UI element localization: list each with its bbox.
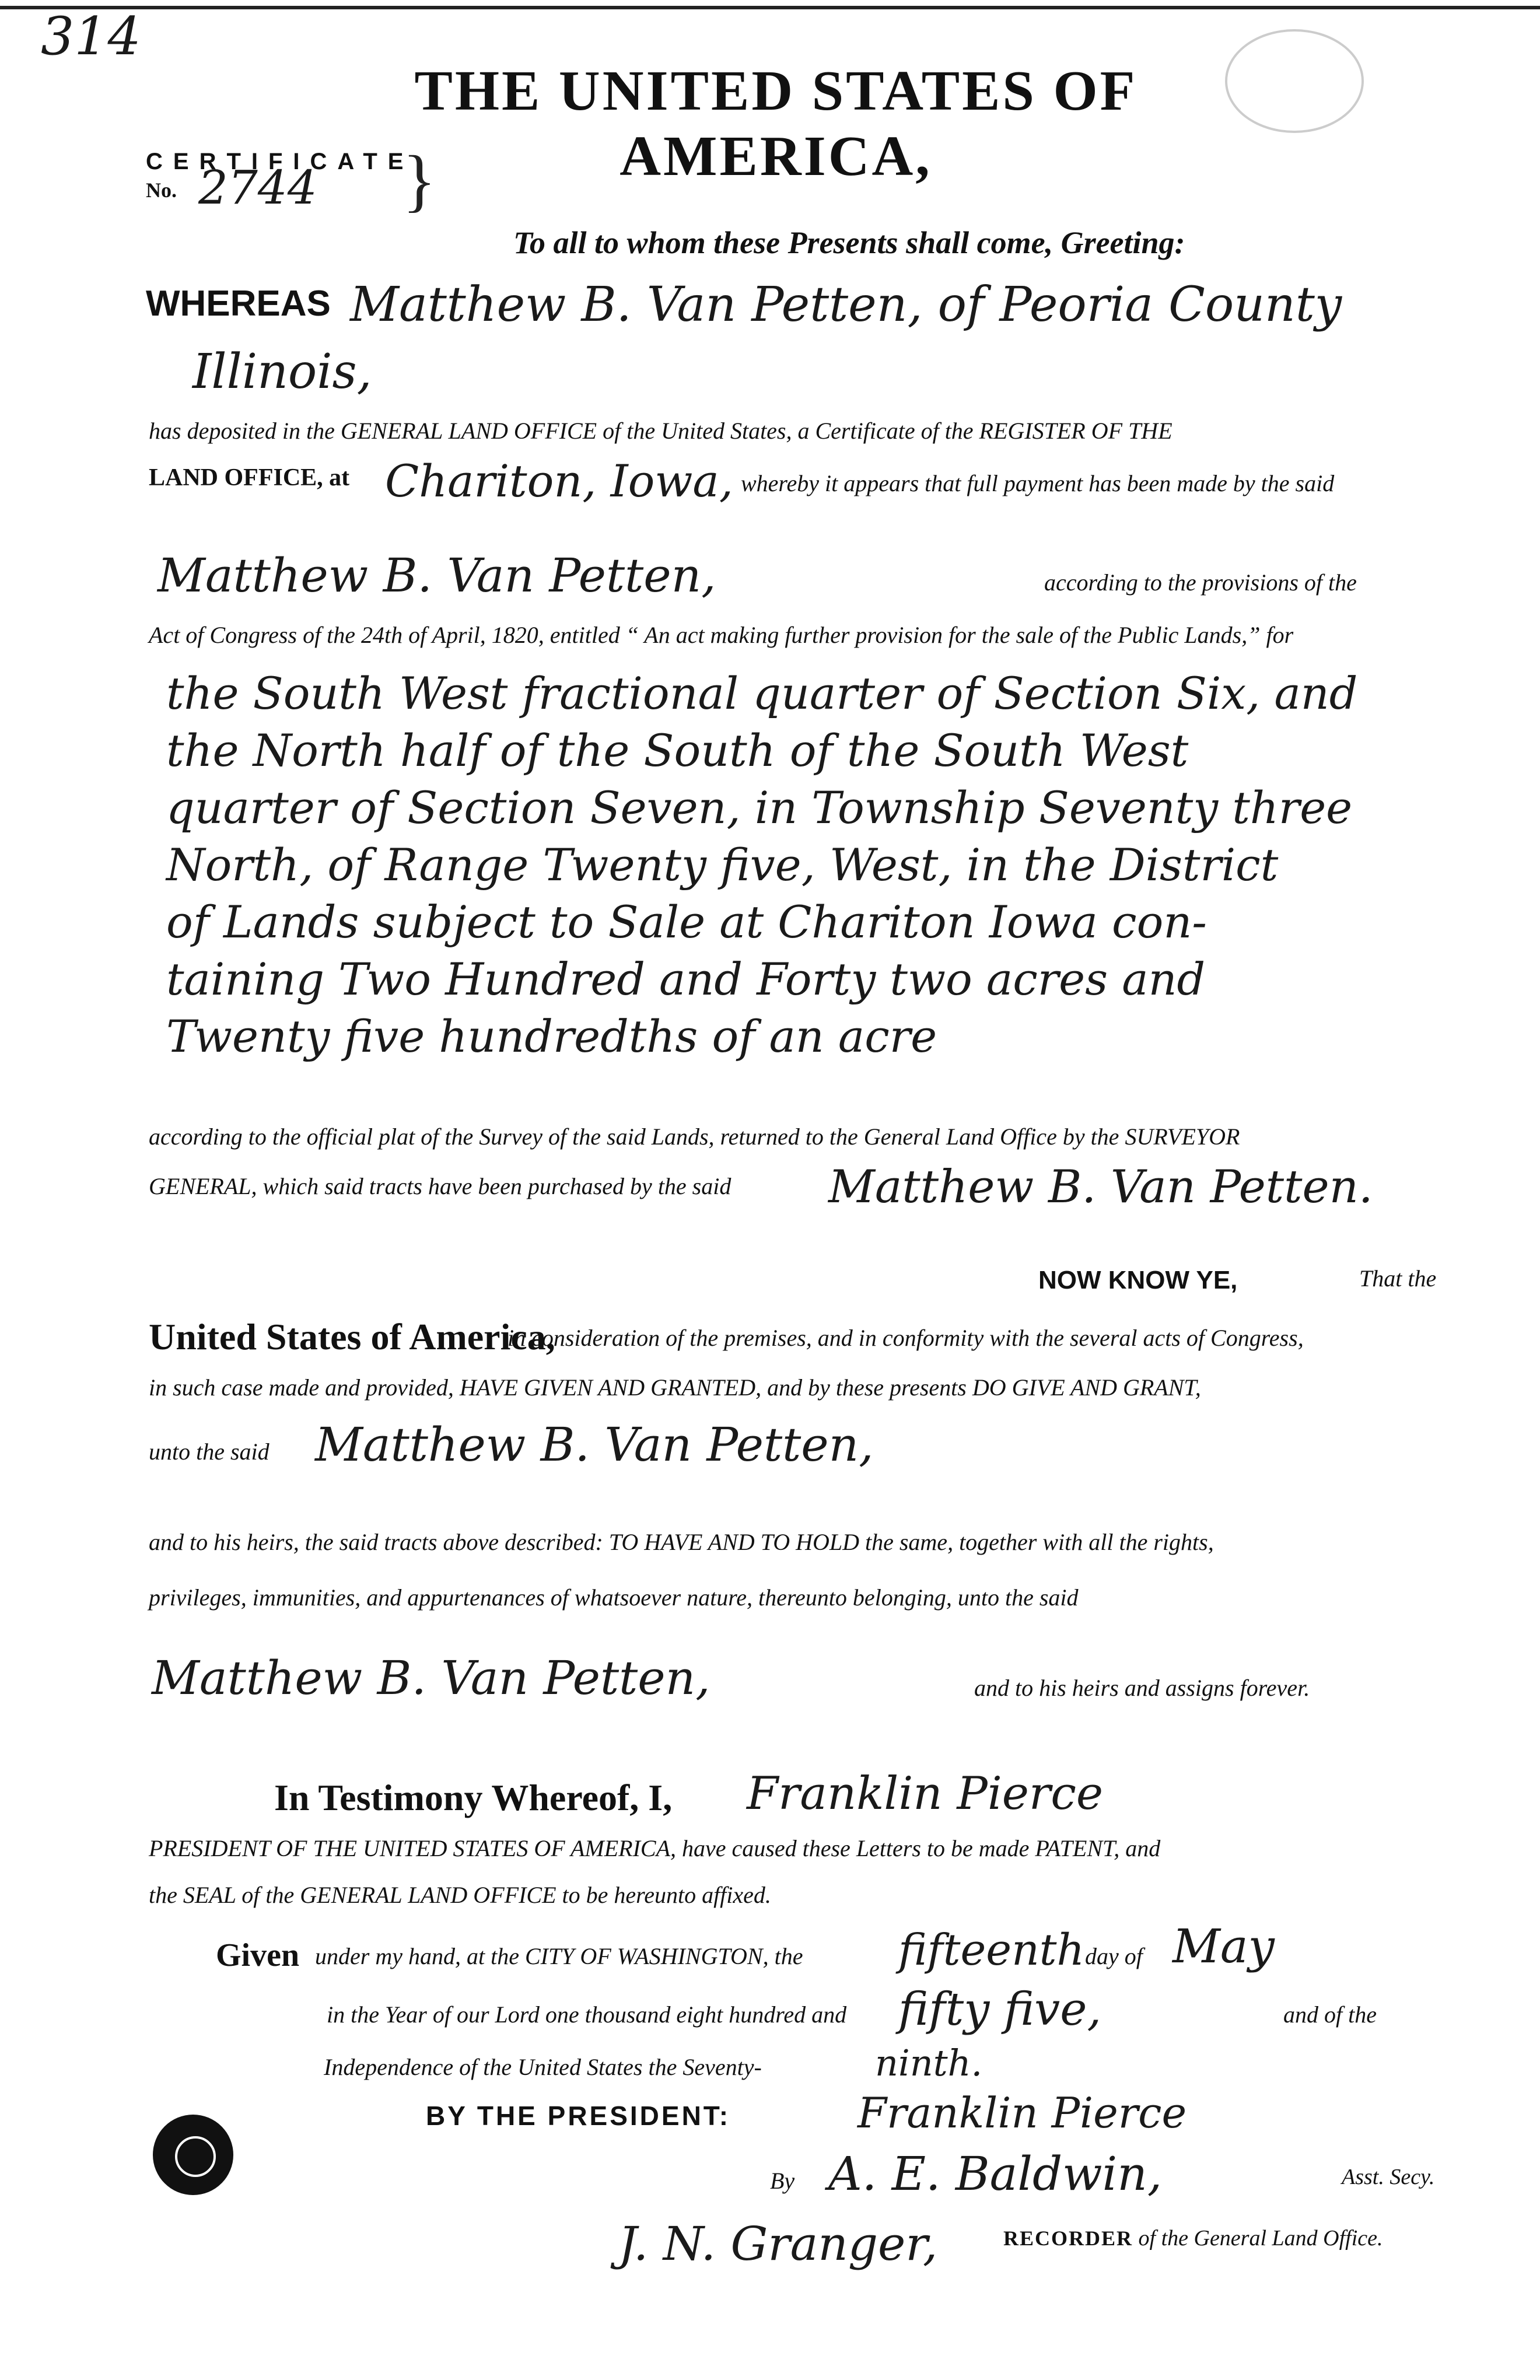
brace-icon: }: [402, 141, 436, 219]
give-and-grant-line: in such case made and provided, HAVE GIVEN AND GRANTED, and by these presents DO GIVE AND GRANT,: [149, 1374, 1201, 1401]
day-of: day of: [1085, 1943, 1143, 1969]
that-the: That the: [1359, 1265, 1437, 1292]
land-description-line: the South West fractional quarter of Section Six, and: [166, 667, 1358, 719]
heirs-assigns-line: and to his heirs and assigns forever.: [974, 1675, 1310, 1701]
land-description-line: taining Two Hundred and Forty two acres and: [166, 953, 1206, 1005]
purchaser-name: Matthew B. Van Petten.: [828, 1161, 1373, 1213]
independence-year: ninth.: [875, 2042, 983, 2084]
consideration-line: in consideration of the premises, and in conformity with the several acts of Congress,: [508, 1325, 1304, 1351]
unto-the-said: unto the said: [149, 1438, 270, 1465]
president-signature: Franklin Pierce: [747, 1768, 1104, 1820]
privileges-line: privileges, immunities, and appurtenances of whatsoever nature, thereunto belonging, unto the said: [149, 1584, 1079, 1611]
according-provisions: according to the provisions of the: [1044, 569, 1357, 596]
greeting: To all to whom these Presents shall come, Greeting:: [513, 225, 1185, 260]
land-description-line: Twenty five hundredths of an acre: [166, 1010, 937, 1062]
given-label: Given: [216, 1937, 300, 1973]
grantee-name-county: Matthew B. Van Petten, of Peoria County: [350, 277, 1342, 332]
land-description-line: quarter of Section Seven, in Township Seventy three: [166, 782, 1353, 834]
by-the-president: BY THE PRESIDENT:: [426, 2101, 731, 2131]
now-know-ye: NOW KNOW YE,: [1038, 1266, 1238, 1294]
document-title: THE UNITED STATES OF AMERICA,: [414, 60, 1138, 188]
land-office-label: LAND OFFICE, at: [149, 464, 350, 491]
date-month: May: [1172, 1919, 1275, 1973]
seal-inner-ring: [175, 2136, 216, 2177]
by-label: By: [770, 2168, 795, 2194]
land-office-location: Chariton, Iowa,: [385, 455, 733, 507]
recorder-line: [1003, 2225, 1383, 2251]
and-of-the: and of the: [1283, 2001, 1377, 2028]
usa-blackletter: United States of America,: [149, 1316, 555, 1357]
president-signature-2: Franklin Pierce: [858, 2088, 1187, 2137]
land-description-line: the North half of the South of the South West: [166, 724, 1189, 776]
according-plat-line: according to the official plat of the Survey of the said Lands, returned to the General Land Office by the SURVEYOR: [149, 1124, 1240, 1150]
president-line: PRESIDENT OF THE UNITED STATES OF AMERICA, have caused these Letters to be made PATENT, and: [149, 1835, 1161, 1861]
grantee-state: Illinois,: [192, 344, 372, 400]
act-of-congress-line: Act of Congress of the 24th of April, 1820, entitled “ An act making further provision for the sale of the Public Lands,” for: [149, 622, 1294, 648]
whereby-line: whereby it appears that full payment has been made by the said: [741, 470, 1335, 496]
whereas-label: WHEREAS: [146, 284, 331, 324]
general-line: GENERAL, which said tracts have been purchased by the said: [149, 1173, 732, 1199]
grantee-name: Matthew B. Van Petten,: [315, 1418, 874, 1472]
testimony-heading: In Testimony Whereof, I,: [274, 1777, 673, 1818]
stamp-mark: [1225, 29, 1364, 133]
certificate-no-label: No.: [146, 178, 177, 202]
secretary-signature: A. E. Baldwin,: [828, 2147, 1163, 2201]
heirs-line: and to his heirs, the said tracts above described: TO HAVE AND TO HOLD the same, together with all the rights,: [149, 1529, 1214, 1555]
certificate-label: CERTIFICATE: [146, 149, 414, 174]
under-my-hand-line: under my hand, at the CITY OF WASHINGTON, the: [315, 1943, 803, 1969]
land-description: [166, 665, 1391, 1065]
date-year: fifty five,: [898, 1983, 1102, 2036]
grantee-name-2: Matthew B. Van Petten,: [152, 1651, 710, 1705]
certificate-number: 2744: [198, 160, 317, 215]
recorder-rest: of the General Land Office.: [1138, 2226, 1383, 2250]
margin-number: 314: [41, 6, 141, 67]
year-line: in the Year of our Lord one thousand eight hundred and: [327, 2001, 847, 2028]
land-description-line: North, of Range Twenty five, West, in the District: [166, 839, 1279, 891]
top-rule: [0, 6, 1540, 9]
independence-line: Independence of the United States the Seventy-: [324, 2054, 762, 2080]
secretary-title: Asst. Secy.: [1342, 2165, 1435, 2189]
seal-line: the SEAL of the GENERAL LAND OFFICE to be hereunto affixed.: [149, 1882, 771, 1908]
date-day: fifteenth: [898, 1925, 1085, 1975]
recorder-signature: J. N. Granger,: [618, 2217, 938, 2271]
deposit-line: has deposited in the GENERAL LAND OFFICE of the United States, a Certificate of the REGISTER OF THE: [149, 418, 1172, 444]
land-description-line: of Lands subject to Sale at Chariton Iowa con-: [166, 896, 1207, 948]
recorder-label: RECORDER: [1003, 2227, 1133, 2250]
payer-name: Matthew B. Van Petten,: [158, 548, 716, 603]
